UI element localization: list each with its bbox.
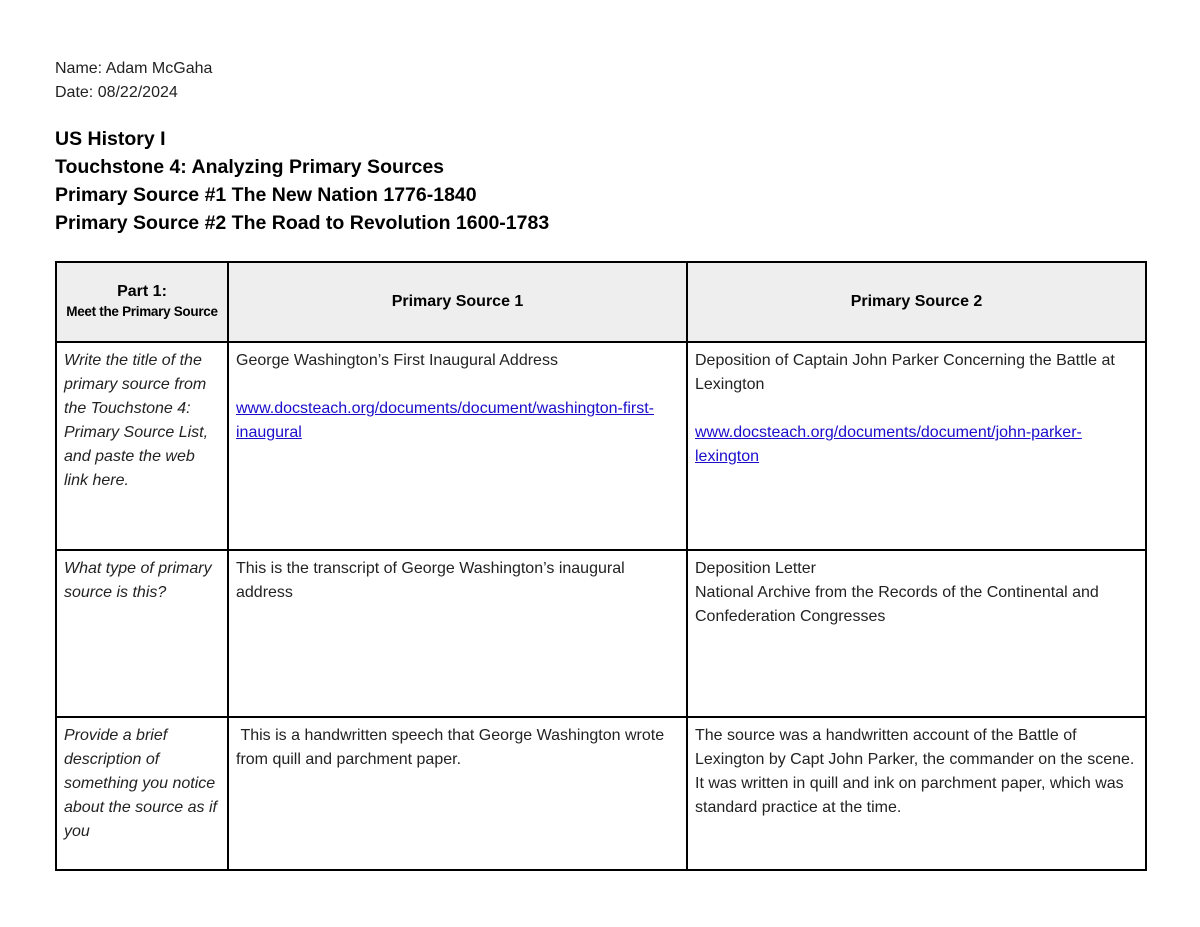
source2-answer-cell[interactable] (687, 550, 1146, 717)
table-row (56, 717, 1146, 870)
table-row (56, 550, 1146, 717)
primary-source-table (55, 261, 1147, 871)
question-cell: Write the title of the primary source from the Touchstone 4: Primary Source List, and paste the web link here. (56, 342, 228, 550)
source2-type-line1: Deposition Letter (695, 560, 816, 577)
source2-type-line2: National Archive from the Records of the Continental and Confederation Congresses (695, 584, 1099, 625)
source1-answer-cell[interactable]: This is a handwritten speech that George Washington wrote from quill and parchment paper. (228, 717, 687, 870)
source2-link[interactable]: www.docsteach.org/documents/document/john-parker-lexington (695, 424, 1082, 465)
source1-answer-cell[interactable]: This is the transcript of George Washington’s inaugural address (228, 550, 687, 717)
touchstone-title: Touchstone 4: Analyzing Primary Sources (55, 156, 445, 178)
part-label: Part 1: (117, 283, 167, 300)
name-line: Name: Adam McGaha (55, 60, 213, 77)
date-line: Date: 08/22/2024 (55, 84, 178, 101)
header-part-cell (56, 262, 228, 342)
source1-heading: Primary Source #1 The New Nation 1776-1840 (55, 184, 477, 206)
question-cell: What type of primary source is this? (56, 550, 228, 717)
course-title: US History I (55, 128, 166, 150)
table-row (56, 342, 1146, 550)
table-header-row (56, 262, 1146, 342)
source2-title-text: Deposition of Captain John Parker Concerning the Battle at Lexington (695, 352, 1115, 393)
student-info (55, 57, 212, 105)
source2-heading: Primary Source #2 The Road to Revolution 1600-1783 (55, 212, 550, 234)
document-titles (55, 125, 549, 237)
header-source2-cell: Primary Source 2 (687, 262, 1146, 342)
source2-answer-cell[interactable] (687, 342, 1146, 550)
source2-answer-cell[interactable]: The source was a handwritten account of the Battle of Lexington by Capt John Parker, the commander on the scene. It was written in quill and ink on parchment paper, which was standard practice at the time. (687, 717, 1146, 870)
header-source1-cell: Primary Source 1 (228, 262, 687, 342)
source1-link[interactable]: www.docsteach.org/documents/document/washington-first-inaugural (236, 400, 654, 441)
question-cell: Provide a brief description of something you notice about the source as if you (56, 717, 228, 870)
source1-answer-cell[interactable] (228, 342, 687, 550)
part-sublabel: Meet the Primary Source (66, 304, 218, 319)
source1-title-text: George Washington’s First Inaugural Address (236, 352, 558, 369)
